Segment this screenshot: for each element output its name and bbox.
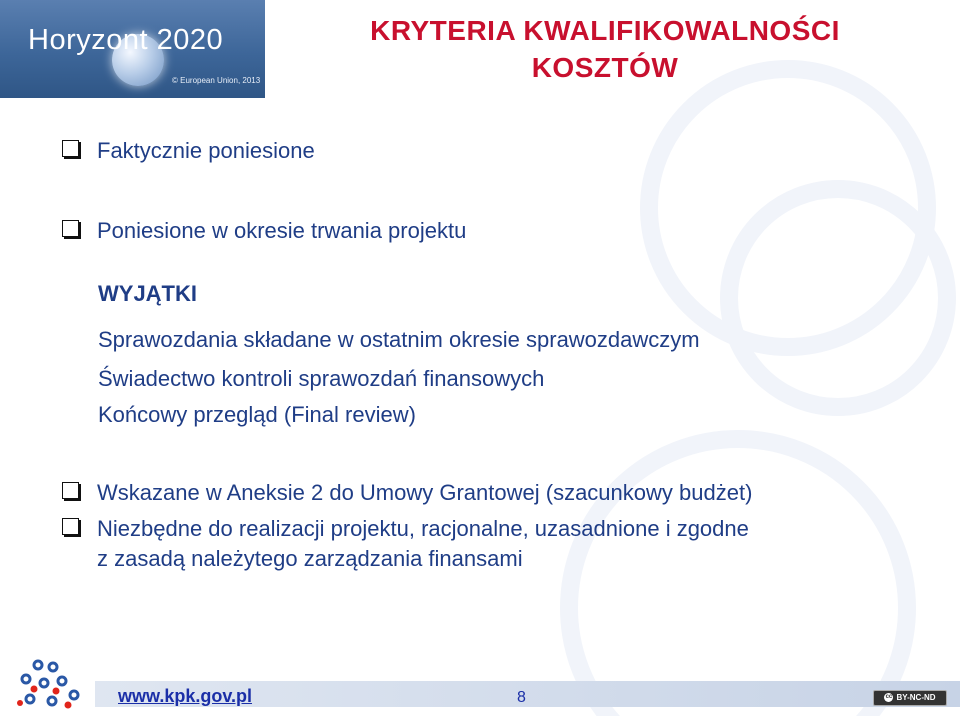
checkbox-bullet-icon (62, 482, 79, 499)
kpk-website-link[interactable]: www.kpk.gov.pl (118, 686, 253, 706)
slide-title-line2: KOSZTÓW (531, 52, 679, 83)
slide-title (270, 12, 940, 86)
bullet-text: Wskazane w Aneksie 2 do Umowy Grantowej (szacunkowy budżet) (97, 480, 753, 505)
checkbox-bullet-icon (62, 220, 79, 237)
cc-icon: cc (885, 694, 893, 701)
horizon-2020-banner (0, 0, 265, 98)
page-number: 8 (517, 689, 526, 706)
bullet-item (62, 478, 752, 508)
kpk-network-logo-icon (8, 655, 90, 713)
exceptions-heading: WYJĄTKI (98, 281, 197, 306)
slide-title-line1: KRYTERIA KWALIFIKOWALNOŚCI (370, 15, 840, 46)
exception-item: Świadectwo kontroli sprawozdań finansowych (98, 366, 545, 391)
exception-item: Sprawozdania składane w ostatnim okresie sprawozdawczym (98, 327, 700, 352)
creative-commons-badge (873, 690, 947, 706)
license-text: BY-NC-ND (896, 693, 936, 702)
bullet-text-line2: z zasadą należytego zarządzania finansami (97, 546, 523, 571)
bullet-text (97, 514, 749, 574)
checkbox-bullet-icon (62, 140, 79, 157)
bullet-text-line1: Niezbędne do realizacji projektu, racjonalne, uzasadnione i zgodne (97, 516, 749, 541)
bullet-item (62, 216, 466, 246)
bullet-text: Faktycznie poniesione (97, 138, 315, 163)
bullet-item (62, 136, 315, 166)
checkbox-bullet-icon (62, 518, 79, 535)
background-circle (720, 180, 956, 416)
exception-item: Końcowy przegląd (Final review) (98, 402, 416, 427)
program-logo-text: Horyzont 2020 (28, 24, 224, 56)
copyright-text: © European Union, 2013 (172, 76, 261, 85)
bullet-item (62, 514, 749, 574)
bullet-text: Poniesione w okresie trwania projektu (97, 218, 467, 243)
